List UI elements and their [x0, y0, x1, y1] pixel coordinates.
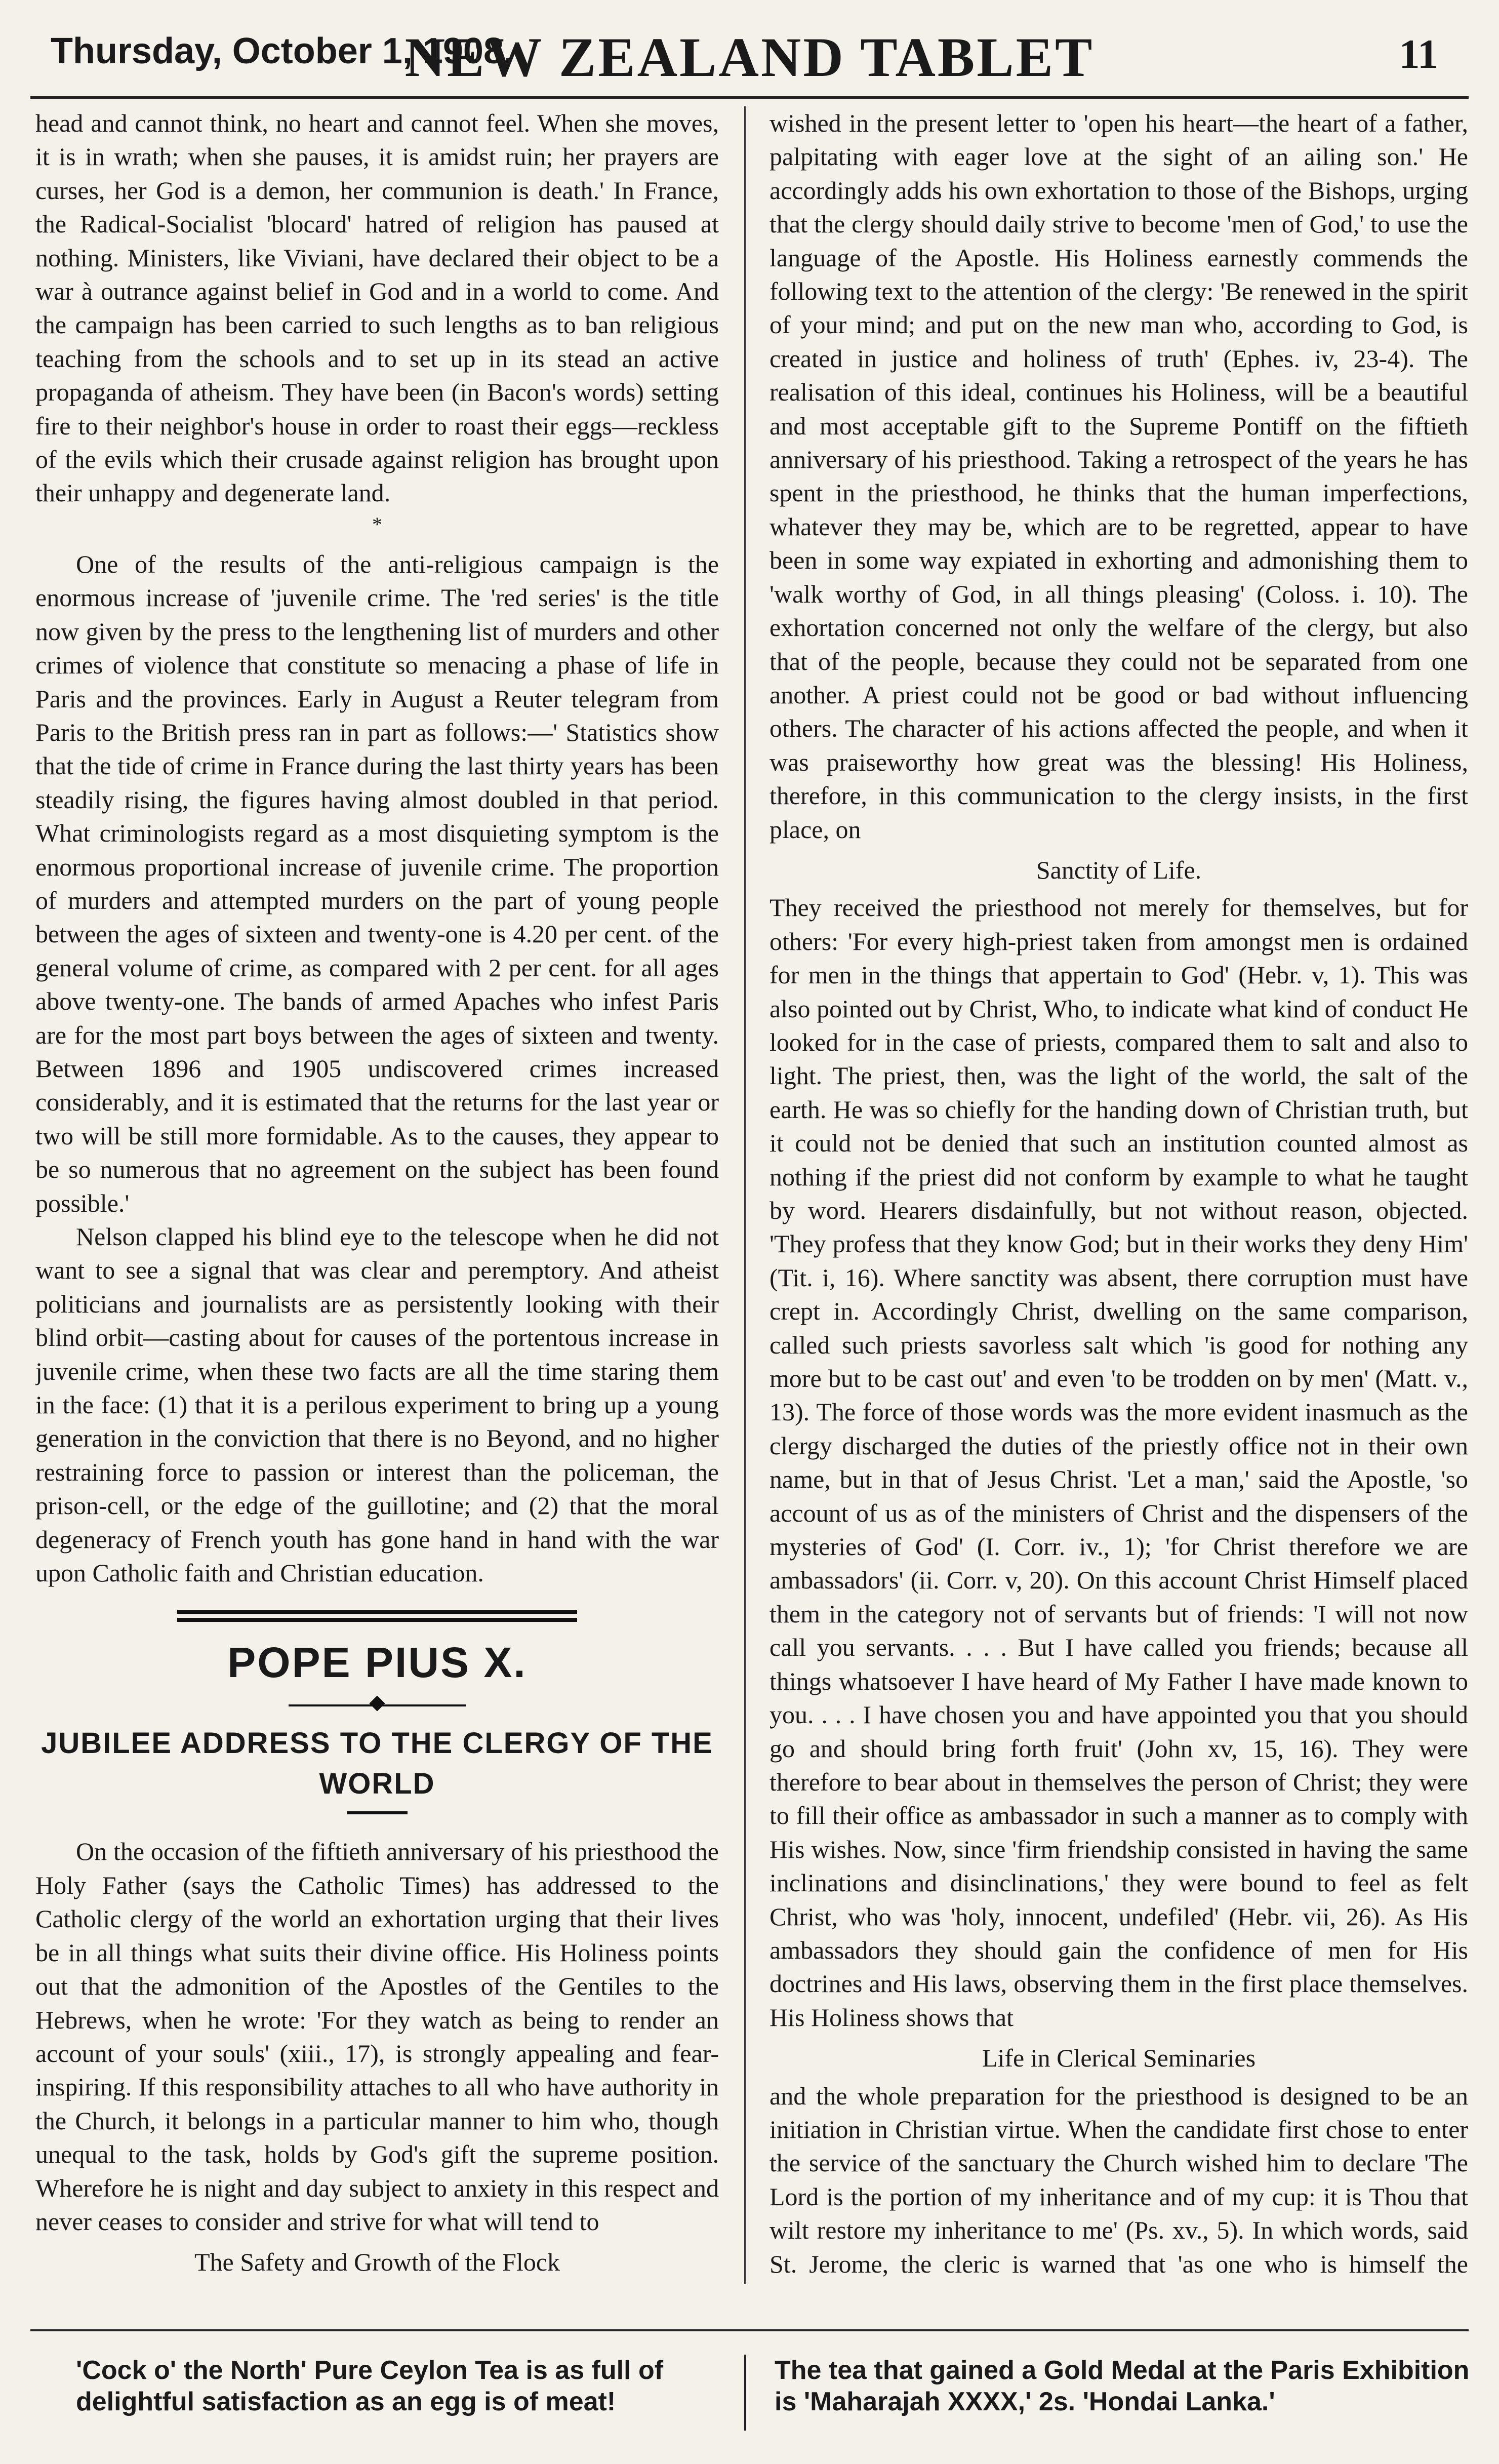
page-number: 11 — [1399, 31, 1438, 77]
issue-date: Thursday, October 1, 1908. — [51, 31, 514, 71]
section-star: * — [372, 512, 382, 536]
double-rule-divider — [177, 1610, 577, 1622]
paragraph: head and cannot think, no heart and cannot feel. When she moves, it is in wrath; when she pauses, it is amidst ruin; her prayers are curses, her God is a demon, her communion is death.' In France, the Radical-Socialist 'blocard' hatred of religion has paused at nothing. Ministers, like Viviani, have declared their object to be a war à outrance against belief in God and in a world to come. And the campaign has been carried to such lengths as to ban religious teaching from the schools and to set up in its stead an active propaganda of atheism. They have been (in Bacon's words) setting fire to their neighbor's house in order to roast their eggs—reckless of the evils which their crusade against religion has brought upon their unhappy and degenerate land. — [35, 109, 719, 507]
paragraph: wished in the present letter to 'open his heart—the heart of a father, palpitating with eager love at the sight of an ailing son.' He accordingly adds his own exhortation to those of the Bishops, urging that the clergy should daily strive to become 'men of God,' to use the language of the Apostle. His Holiness earnestly commends the following text to the attention of the clergy: 'Be renewed in the spirit of your mind; and put on the new man who, according to God, is created in justice and holiness of truth' (Ephes. iv, 23-4). The realisation of this ideal, continues his Holiness, will be a beautiful and most acceptable gift to the Supreme Pontiff on the fiftieth anniversary of his priesthood. Taking a retrospect of the years he has spent in the priesthood, he thinks that the human imperfections, whatever they may be, which are to be regretted, appear to have been in some way expiated in exhorting and admonishing them to 'walk worthy of God, in all things pleasing' (Coloss. i. 10). The exhortation concerned not only the welfare of the clergy, but also that of the people, because they could not be separated from one another. A priest could not be good or bad without influencing others. The character of his actions affected the people, and when it was praiseworthy how great was the blessing! His Holiness, therefore, in this communication to the clergy insists, in the first place, on — [769, 109, 1468, 844]
advertisement-left: 'Cock o' the North' Pure Ceylon Tea is as full of delightful satisfaction as an egg is of meat! — [76, 2356, 664, 2416]
section-subhead: Life in Clerical Seminaries — [982, 2044, 1256, 2073]
article-subheading: JUBILEE ADDRESS TO THE CLERGY OF THE WORLD — [41, 1727, 713, 1801]
paragraph — [35, 2283, 719, 2284]
advertisement-right: The tea that gained a Gold Medal at the Paris Exhibition is 'Maharajah XXXX,' 2s. 'Hondai Lanka.' — [775, 2356, 1470, 2416]
paragraph: They received the priesthood not merely for themselves, but for others: 'For every high-priest taken from amongst men is ordained for men in the things that appertain to God' (Hebr. v, 1). This was also pointed out by Christ, Who, to indicate what kind of conduct He looked for in the case of priests, compared them to salt and also to light. The priest, then, was the light of the world, the salt of the earth. He was so chiefly for the handing down of Christian truth, but it could not be denied that such an institution counted almost as nothing if the priest did not conform by example to what he taught by word. Hearers disdainfully, but not without reason, objected. 'They profess that they know God; but in their works they deny Him' (Tit. i, 16). Where sanctity was absent, there corruption must have crept in. Accordingly Christ, dwelling on the same comparison, called such priests savorless salt which 'is good for nothing any more but to be cast out' and even 'to be trodden on by men' (Matt. v., 13). The force of those words was the more evident inasmuch as the clergy discharged the duties of the priestly office not in their own name, but in that of Jesus Christ. 'Let a man,' said the Apostle, 'so account of us as of the ministers of Christ and the dispensers of the mysteries of God' (I. Corr. iv., 1); 'for Christ therefore we are ambassadors' (ii. Corr. v, 20). On this account Christ Himself placed them in the category not of servants but of friends: 'I will not now call you servants. . . . But I have called you friends; because all things whatsoever I have heard of My Father I have made known to you. . . . I have chosen you and have appointed you that you should go and should bring forth fruit' (John xv, 15, 16). They were therefore to bear about in themselves the person of Christ; they were to fill their office as ambassador in such a manner as to comply with His wishes. Now, since 'firm friendship consisted in having the same inclinations and disinclinations,' they were bound to feel as felt Christ, who was 'holy, innocent, undefiled' (Hebr. vii, 26). As His ambassadors they should gain the confidence of men for His doctrines and His laws, observing them in the first place themselves. His Holiness shows that — [769, 893, 1468, 2032]
diamond-rule-divider — [35, 1698, 719, 1713]
column-rule — [744, 106, 746, 2284]
paragraph: and the whole preparation for the priesthood is designed to be an initiation in Christian virtue. When the candidate first chose to enter the service of the sanctuary the Church wished him to declare 'The Lord is the portion of my inheritance and of my cup: it is Thou that wilt restore my inheritance to me' (Ps. xv., 5). In which words, said St. Jerome, the cleric is warned that 'as one who is himself the — [769, 2081, 1468, 2278]
section-subhead: The Safety and Growth of the Flock — [194, 2248, 560, 2277]
paragraph: One of the results of the anti-religious campaign is the enormous increase of 'juvenile crime. The 'red series' is the title now given by the press to the lengthening list of murders and other crimes of violence that constitute so menacing a phase of life in Paris and the provinces. Early in August a Reuter telegram from Paris to the British press ran in part as follows:—' Statistics show that the tide of crime in France during the last thirty years has been steadily rising, the figures having almost doubled in that period. What criminologists regard as a most disquieting symptom is the enormous proportional increase of juvenile crime. The proportion of murders and attempted murders on the part of young people between the ages of sixteen and twenty-one is 4.20 per cent. of the general volume of crime, as compared with 2 per cent. for all ages above twenty-one. The bands of armed Apaches who infest Paris are for the most part boys between the ages of sixteen and twenty. Between 1896 and 1905 undiscovered crimes increased considerably, and it is estimated that the returns for the last year or two will be still more formidable. As to the causes, they appear to be so numerous that no agreement on the subject has been found possible.' — [35, 549, 719, 1217]
newspaper-title: NEW ZEALAND TABLET — [404, 26, 1095, 88]
right-column — [769, 106, 1468, 2284]
left-column — [35, 106, 719, 2284]
section-subhead: Sanctity of Life. — [1036, 855, 1202, 884]
short-rule-divider — [347, 1811, 408, 1814]
paragraph: Nelson clapped his blind eye to the telescope when he did not want to see a signal that was clear and peremptory. And atheist politicians and journalists are as persistently looking with their blind orbit—casting about for causes of the portentous increase in juvenile crime, when these two facts are all the time staring them in the face: (1) that it is a perilous experiment to bring up a young generation in the conviction that there is no Beyond, and no higher restraining force to passion or interest than the policeman, the prison-cell, or the edge of the guillotine; and (2) that the moral degeneracy of French youth has gone hand in hand with the war upon Catholic faith and Christian education. — [35, 1222, 719, 1587]
article-heading: POPE PIUS X. — [227, 1639, 527, 1687]
masthead — [30, 10, 1469, 99]
paragraph: On the occasion of the fiftieth anniversary of his priesthood the Holy Father (says the Catholic Times) has addressed to the Catholic clergy of the world an exhortation urging that their lives be in all things what suits their divine office. His Holiness points out that the admonition of the Apostles of the Gentiles to the Hebrews, when he wrote: 'For they watch as being to render an account of your souls' (xiii., 17), is strongly appealing and fear-inspiring. If this responsibility attaches to all who have authority in the Church, it belongs in a particular manner to him who, though unequal to the task, holds by God's gift the supreme position. Wherefore he is night and day subject to anxiety in this respect and never ceases to consider and strive for what will tend to — [35, 1837, 719, 2236]
footer-rule — [30, 2329, 1469, 2331]
ad-separator — [744, 2355, 746, 2431]
